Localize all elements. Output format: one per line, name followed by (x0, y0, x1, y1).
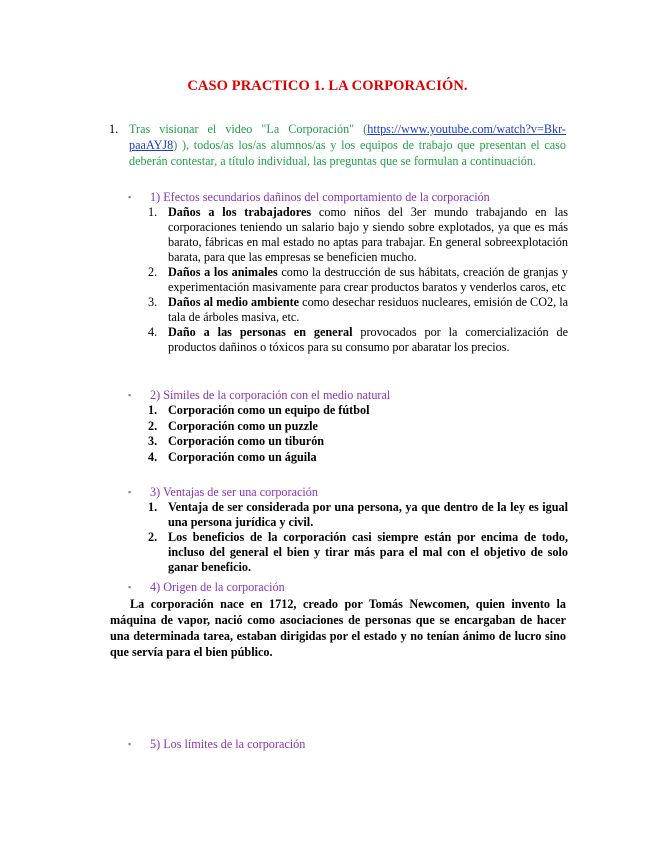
bullet-icon: ▪ (128, 582, 132, 592)
intro-paragraph (110, 121, 566, 169)
section-heading: ▪ 1) Efectos secundarios dañinos del comportamiento de la corporación (128, 190, 490, 204)
bullet-icon: ▪ (128, 739, 132, 749)
list-item: 2. Corporación como un puzzle (148, 418, 318, 433)
list-item: 4. Daño a las personas en general provocados por la comercialización de productos dañinos o tóxicos para su consumo por abaratar los precios. (148, 325, 568, 354)
intro-number: 1. (109, 122, 119, 136)
list-item: 2. Los beneficios de la corporación casi siempre están por encima de todo, incluso del general el bien y tirar más para el mal con el objetivo de solo ganar beneficio. (148, 530, 568, 574)
intro-text-end: ) ), todos/as los/as alumnos/as y los equipos de trabajo que presentan el caso deberán contestar, a título individual, las preguntas que se formulan a continuación. (129, 138, 566, 168)
section-similes (128, 387, 568, 465)
list-item: 1. Ventaja de ser considerada por una persona, ya que dentro de la ley es igual una persona jurídica y civil. (148, 500, 568, 529)
list-item: 3. Corporación como un tiburón (148, 434, 325, 448)
list-item: 4. Corporación como un águila (148, 449, 317, 464)
intro-text-start: Tras visionar el video "La Corporación" ( (129, 122, 368, 136)
video-link[interactable]: https://www.youtube.com/watch?v=Bkr-paaAYJ8 (129, 122, 566, 152)
list-item: 1. Corporación como un equipo de fútbol (148, 403, 370, 417)
section-limites (128, 736, 568, 752)
section-ventajas (128, 484, 568, 575)
bullet-icon: ▪ (128, 487, 132, 497)
section-heading: ▪ 4) Origen de la corporación (128, 580, 285, 594)
section-origen (128, 579, 568, 595)
similes-list (128, 403, 568, 465)
origin-paragraph: La corporación nace en 1712, creado por Tomás Newcomen, quien invento la máquina de vapor, nació como asociaciones de personas que se encargaban de hacer una determinada tarea, estaban dirigidas por el estado y no tenían ánimo de lucro sino que servía para el bien público. (110, 597, 566, 659)
page-title: CASO PRACTICO 1. LA CORPORACIÓN. (187, 78, 468, 94)
section-heading: ▪ 5) Los límites de la corporación (128, 737, 306, 751)
list-item: 3. Daños al medio ambiente como desechar residuos nucleares, emisión de CO2, la tala de árboles masiva, etc. (148, 295, 568, 324)
effects-list (128, 205, 568, 355)
bullet-icon: ▪ (128, 390, 132, 400)
advantages-list (128, 500, 568, 575)
list-item: 1. Daños a los trabajadores como niños del 3er mundo trabajando en las corporaciones teniendo un salario bajo y siendo sobre explotados, ya que es más barato, fábricas en mal estado no aptas para trabajar. En general sobreexplotación barata, para que las empresas se beneficien mucho. (148, 205, 568, 264)
section-efectos (128, 189, 568, 355)
bullet-icon: ▪ (128, 192, 132, 202)
list-item: 2. Daños a los animales como la destrucción de sus hábitats, creación de granjas y experimentación masivamente para crear productos baratos y venderlos caros, etc (148, 265, 568, 294)
section-heading: ▪ 2) Símiles de la corporación con el medio natural (128, 388, 391, 402)
section-heading: ▪ 3) Ventajas de ser una corporación (128, 485, 318, 499)
